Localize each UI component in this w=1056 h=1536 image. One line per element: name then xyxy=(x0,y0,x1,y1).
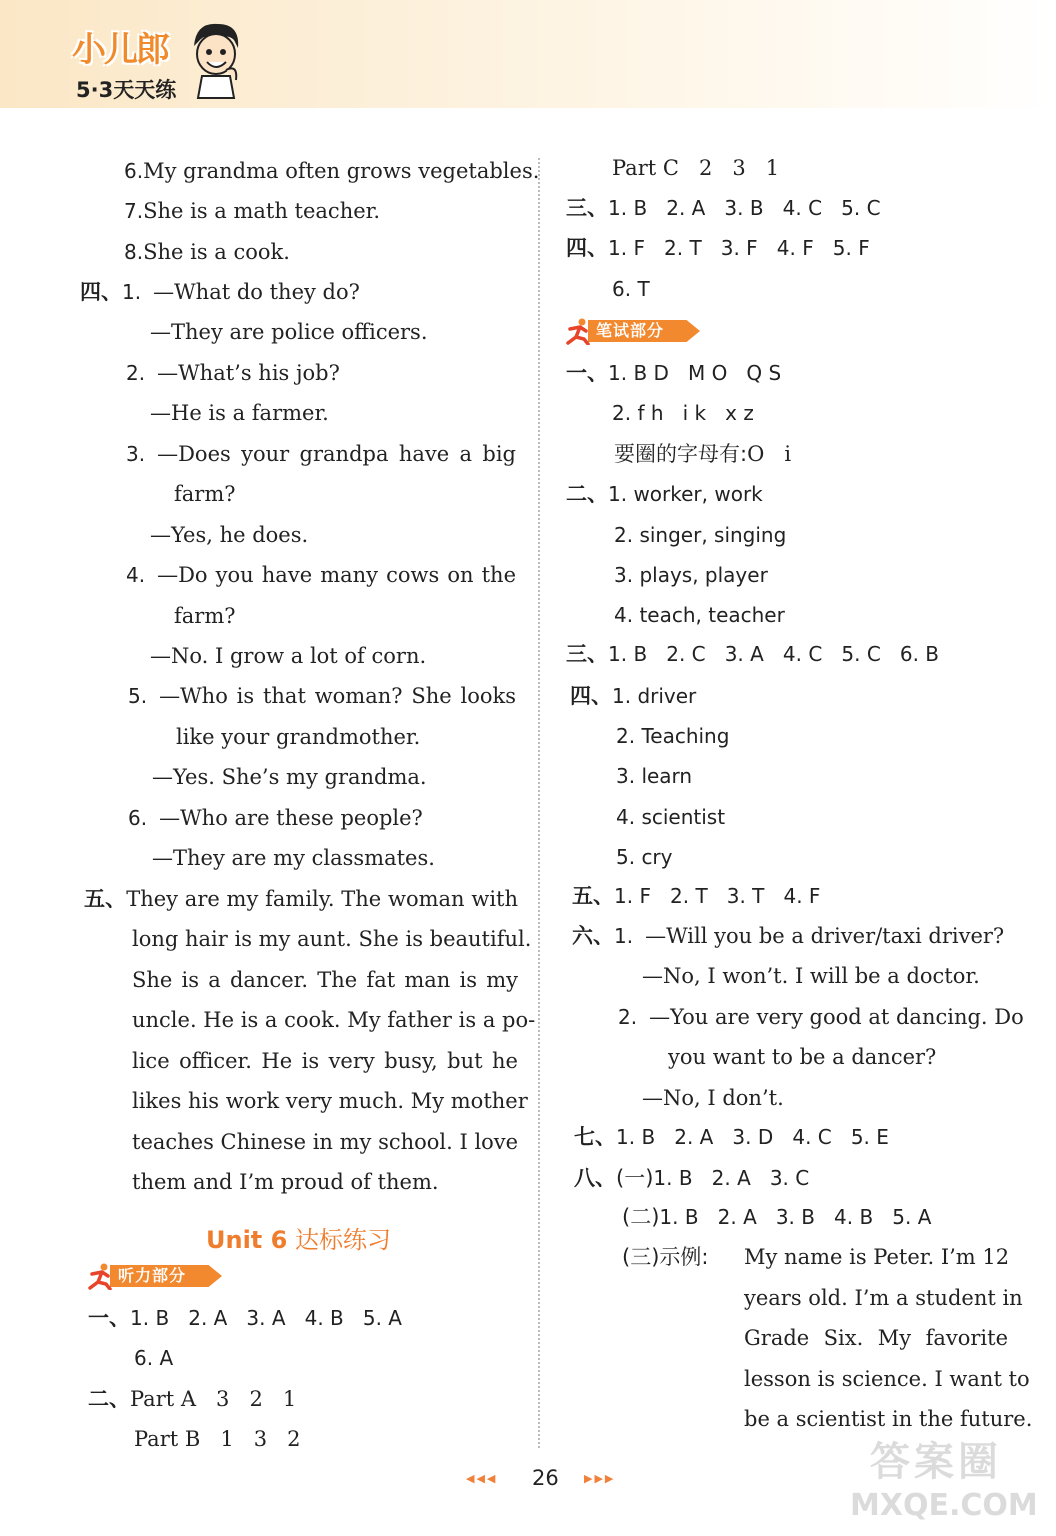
answer-line: long hair is my aunt. She is beautiful. xyxy=(132,927,532,951)
answer-line: 五、They are my family. The woman with xyxy=(84,887,519,911)
answer-line: 一、1. B 2. A 3. A 4. B 5. A xyxy=(88,1306,402,1330)
answer-line: 8.She is a cook. xyxy=(124,240,290,264)
answer-line: 三、1. B 2. A 3. B 4. C 5. C xyxy=(566,196,881,220)
answer-line: (二)1. B 2. A 3. B 4. B 5. A xyxy=(622,1205,932,1229)
answer-line: 2. singer, singing xyxy=(614,523,787,547)
answer-line: 6. T xyxy=(612,277,650,301)
runner-icon xyxy=(86,1262,116,1290)
answer-line: She is a dancer. The fat man is my xyxy=(132,968,518,992)
answer-line: likes his work very much. My mother xyxy=(132,1089,528,1113)
answer-line: 二、Part A 3 2 1 xyxy=(88,1387,297,1411)
left-arrows-icon: ◀◀◀ xyxy=(466,1472,498,1485)
answer-line: 四、1. driver xyxy=(570,684,697,708)
answer-line: 2. —You are very good at dancing. Do xyxy=(618,1005,1024,1029)
runner-icon xyxy=(564,317,594,345)
answer-line: 要圈的字母有:O i xyxy=(614,442,792,466)
answer-line: 三、1. B 2. C 3. A 4. C 5. C 6. B xyxy=(566,642,940,666)
right-arrows-icon: ▶▶▶ xyxy=(584,1472,616,1485)
answer-line: 6. A xyxy=(134,1346,174,1370)
answer-line: farm? xyxy=(174,604,236,628)
answer-line: teaches Chinese in my school. I love xyxy=(132,1130,519,1154)
answer-line: (三)示例: xyxy=(622,1245,709,1269)
watermark: 答案圈 MXQE.COM xyxy=(850,1439,1038,1523)
answer-line: 7.She is a math teacher. xyxy=(124,199,381,223)
answer-line: lice officer. He is very busy, but he xyxy=(132,1049,518,1073)
answer-line: farm? xyxy=(174,482,236,506)
page-number: 26 xyxy=(532,1466,559,1490)
answer-line: —No. I grow a lot of corn. xyxy=(150,644,427,668)
answer-line: 5. —Who is that woman? She looks xyxy=(128,684,516,708)
answer-line: —Yes. She’s my grandma. xyxy=(152,765,427,789)
answer-line: be a scientist in the future. xyxy=(744,1407,1033,1431)
answer-line: you want to be a dancer? xyxy=(668,1045,937,1069)
column-divider xyxy=(538,158,540,1448)
answer-line: lesson is science. I want to xyxy=(744,1367,1030,1391)
logo-subtitle: 5·3天天练 xyxy=(76,78,177,102)
answer-line: —No, I won’t. I will be a doctor. xyxy=(642,964,980,988)
answer-line: 3. —Does your grandpa have a big xyxy=(126,442,516,466)
logo xyxy=(70,20,250,104)
answer-line: —They are my classmates. xyxy=(152,846,435,870)
answer-line: Part C 2 3 1 xyxy=(612,156,780,180)
answer-line: 四、1. —What do they do? xyxy=(80,280,360,304)
answer-line: uncle. He is a cook. My father is a po- xyxy=(132,1008,536,1032)
answer-line: 3. plays, player xyxy=(614,563,768,587)
answer-line: Part B 1 3 2 xyxy=(134,1427,301,1451)
answer-line: 6. —Who are these people? xyxy=(128,806,423,830)
answer-line: 四、1. F 2. T 3. F 4. F 5. F xyxy=(566,236,870,260)
answer-line: 2. f h i k x z xyxy=(612,401,754,425)
answer-line: 6.My grandma often grows vegetables. xyxy=(124,159,540,183)
answer-line: My name is Peter. I’m 12 xyxy=(744,1245,1010,1269)
answer-line: 八、(一)1. B 2. A 3. C xyxy=(574,1166,810,1190)
answer-line: 5. cry xyxy=(616,845,673,869)
answer-line: 3. learn xyxy=(616,764,693,788)
answer-line: 2. —What’s his job? xyxy=(126,361,340,385)
boy-mascot-icon xyxy=(188,20,244,100)
answer-line: years old. I’m a student in xyxy=(744,1286,1023,1310)
answer-line: 二、1. worker, work xyxy=(566,482,763,506)
answer-line: 4. scientist xyxy=(616,805,726,829)
unit-title: Unit 6 达标练习 xyxy=(206,1226,391,1254)
answer-line: —He is a farmer. xyxy=(150,401,329,425)
answer-line: 五、1. F 2. T 3. T 4. F xyxy=(572,884,821,908)
answer-line: like your grandmother. xyxy=(176,725,421,749)
answer-line: —Yes, he does. xyxy=(150,523,309,547)
answer-line: 六、1. —Will you be a driver/taxi driver? xyxy=(572,924,1005,948)
answer-line: 4. teach, teacher xyxy=(614,603,785,627)
answer-line: —No, I don’t. xyxy=(642,1086,784,1110)
section-badge-listening: 听力部分 xyxy=(86,1262,246,1290)
answer-line: 一、1. B D M O Q S xyxy=(566,361,782,385)
answer-line: Grade Six. My favorite xyxy=(744,1326,1008,1350)
answer-line: them and I’m proud of them. xyxy=(132,1170,439,1194)
logo-title: 小儿郎 xyxy=(72,30,168,70)
answer-line: 七、1. B 2. A 3. D 4. C 5. E xyxy=(574,1125,889,1149)
answer-line: —They are police officers. xyxy=(150,320,428,344)
answer-line: 4. —Do you have many cows on the xyxy=(126,563,516,587)
answer-line: 2. Teaching xyxy=(616,724,730,748)
section-badge-written: 笔试部分 xyxy=(564,317,724,345)
